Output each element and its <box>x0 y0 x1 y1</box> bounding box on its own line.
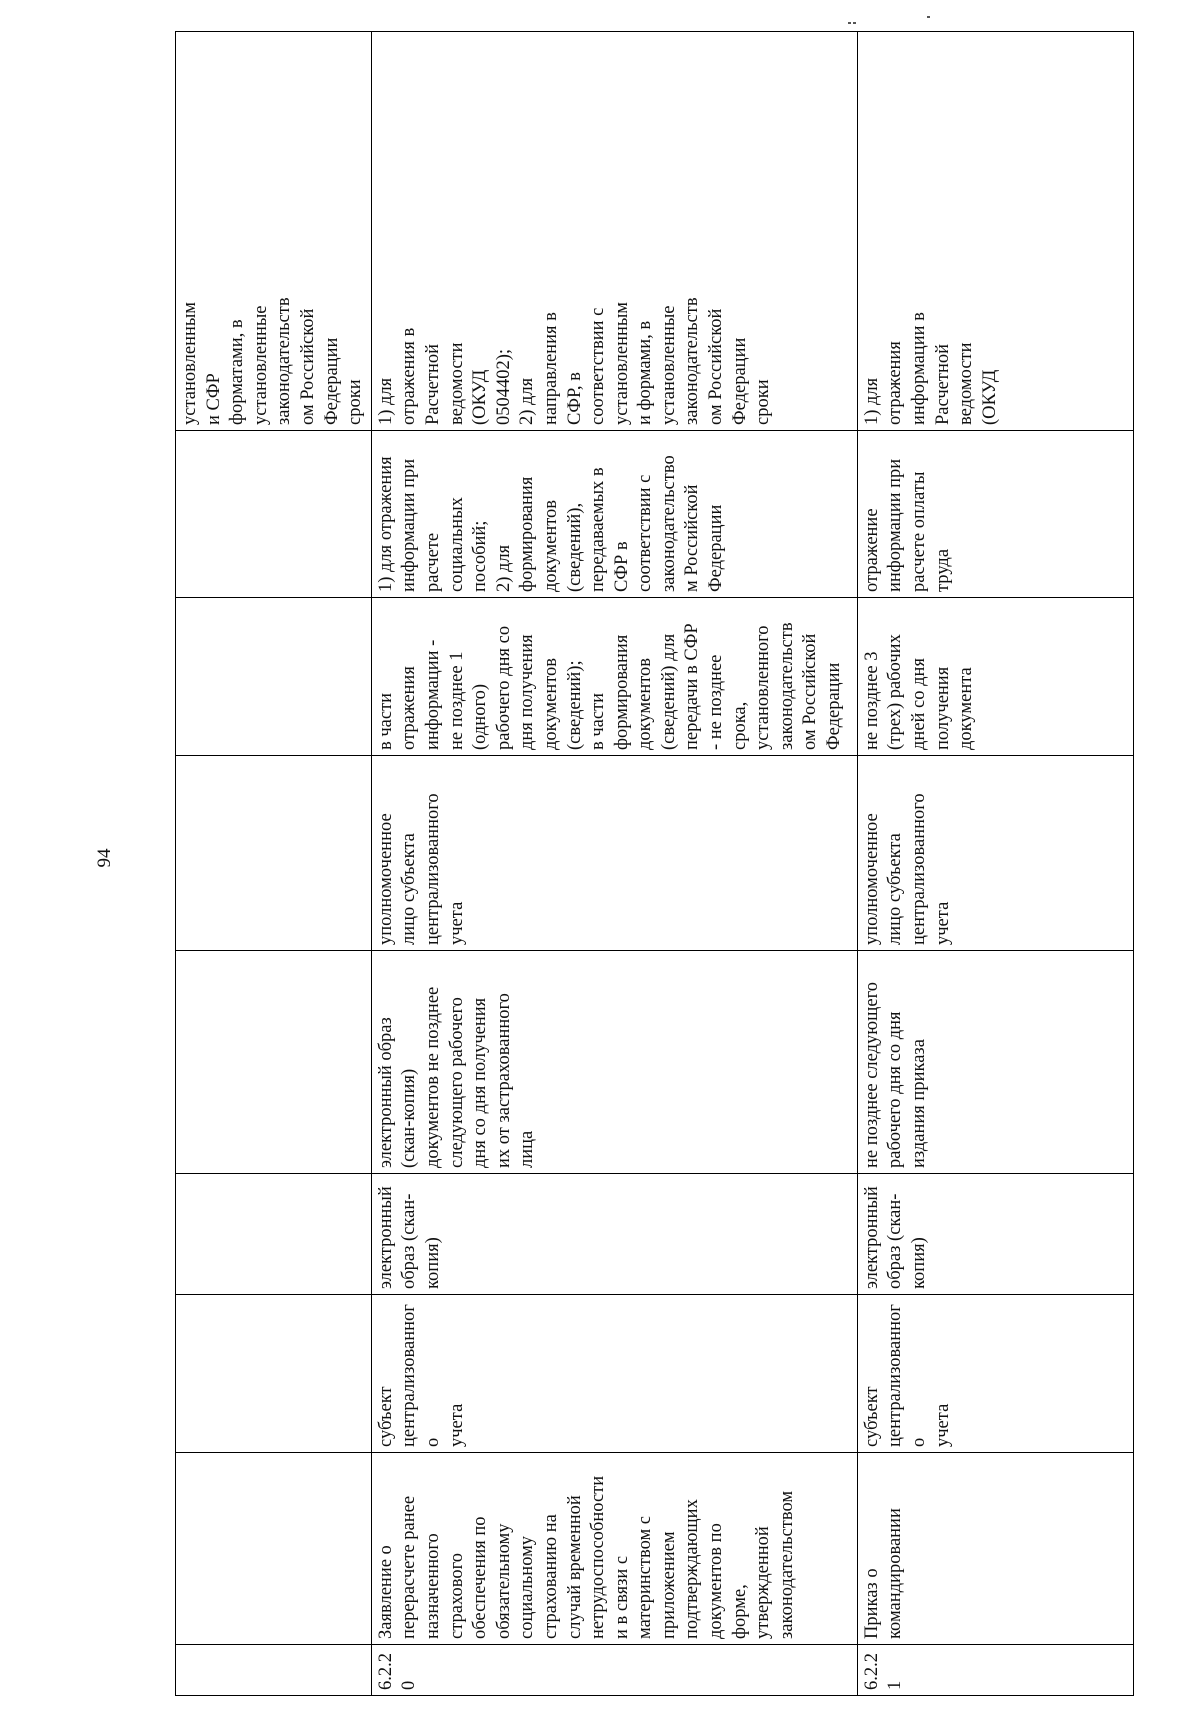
cell-num: 6.2.21 <box>857 1645 1133 1696</box>
cell-format: электронный образ (скан- копия) <box>371 1174 857 1295</box>
cell-creator: субъект централизованного учета <box>857 1295 1133 1453</box>
cell-responsible: уполномоченное лицо субъекта централизованного учета <box>857 756 1133 951</box>
page-number: 94 <box>94 848 115 868</box>
cell-term <box>176 951 372 1174</box>
cell-responsible <box>176 756 372 951</box>
cell-usage: 1) для отражения в Расчетной ведомости (ОКУД 0504402); 2) для направления в СФР, в соответствии с установленным и формами, в установленные законодательств ом Российской Федерации сроки <box>371 32 857 431</box>
cell-deadline: в части отражения информации - не позднее 1 (одного) рабочего дня со дня получения документов (сведений); в части формирования документов (сведений) для передачи в СФР - не позднее срока, установленного законодательств ом Российской Федерации <box>371 598 857 756</box>
cell-document <box>176 1453 372 1645</box>
cell-format: электронный образ (скан- копия) <box>857 1174 1133 1295</box>
scan-speck <box>853 22 856 24</box>
cell-usage: 1) для отражения информации в Расчетной ведомости (ОКУД <box>857 32 1133 431</box>
cell-purpose: отражение информации при расчете оплаты труда <box>857 431 1133 598</box>
document-table <box>175 31 1134 1696</box>
cell-format <box>176 1174 372 1295</box>
cell-num <box>176 1645 372 1696</box>
table-row-6-2-20 <box>371 32 857 1696</box>
table-row-continuation <box>176 32 372 1696</box>
cell-term: электронный образ (скан-копия) документов не позднее следующего рабочего дня со дня получения их от застрахованного лица <box>371 951 857 1174</box>
scan-speck <box>927 16 930 18</box>
cell-usage: установленным и СФР форматами, в установленные законодательств ом Российской Федерации сроки <box>176 32 372 431</box>
cell-purpose <box>176 431 372 598</box>
cell-deadline: не позднее 3 (трех) рабочих дней со дня получения документа <box>857 598 1133 756</box>
table-row-6-2-21 <box>857 32 1133 1696</box>
cell-creator: субъект централизованного учета <box>371 1295 857 1453</box>
cell-deadline <box>176 598 372 756</box>
cell-num: 6.2.20 <box>371 1645 857 1696</box>
cell-responsible: уполномоченное лицо субъекта централизованного учета <box>371 756 857 951</box>
cell-purpose: 1) для отражения информации при расчете социальных пособий; 2) для формирования документов (сведений), передаваемых в СФР в соответствии с законодательство м Российской Федерации <box>371 431 857 598</box>
cell-creator <box>176 1295 372 1453</box>
rotated-table-sheet <box>175 32 1115 1696</box>
scan-speck <box>848 22 851 24</box>
cell-document: Заявление о перерасчете ранее назначенного страхового обеспечения по обязательному социальному страхованию на случай временной нетрудоспособности и в связи с материнством с приложением подтверждающих документов по форме, утвержденной законодательством <box>371 1453 857 1645</box>
cell-document: Приказ о командировании <box>857 1453 1133 1645</box>
cell-term: не позднее следующего рабочего дня со дня издания приказа <box>857 951 1133 1174</box>
